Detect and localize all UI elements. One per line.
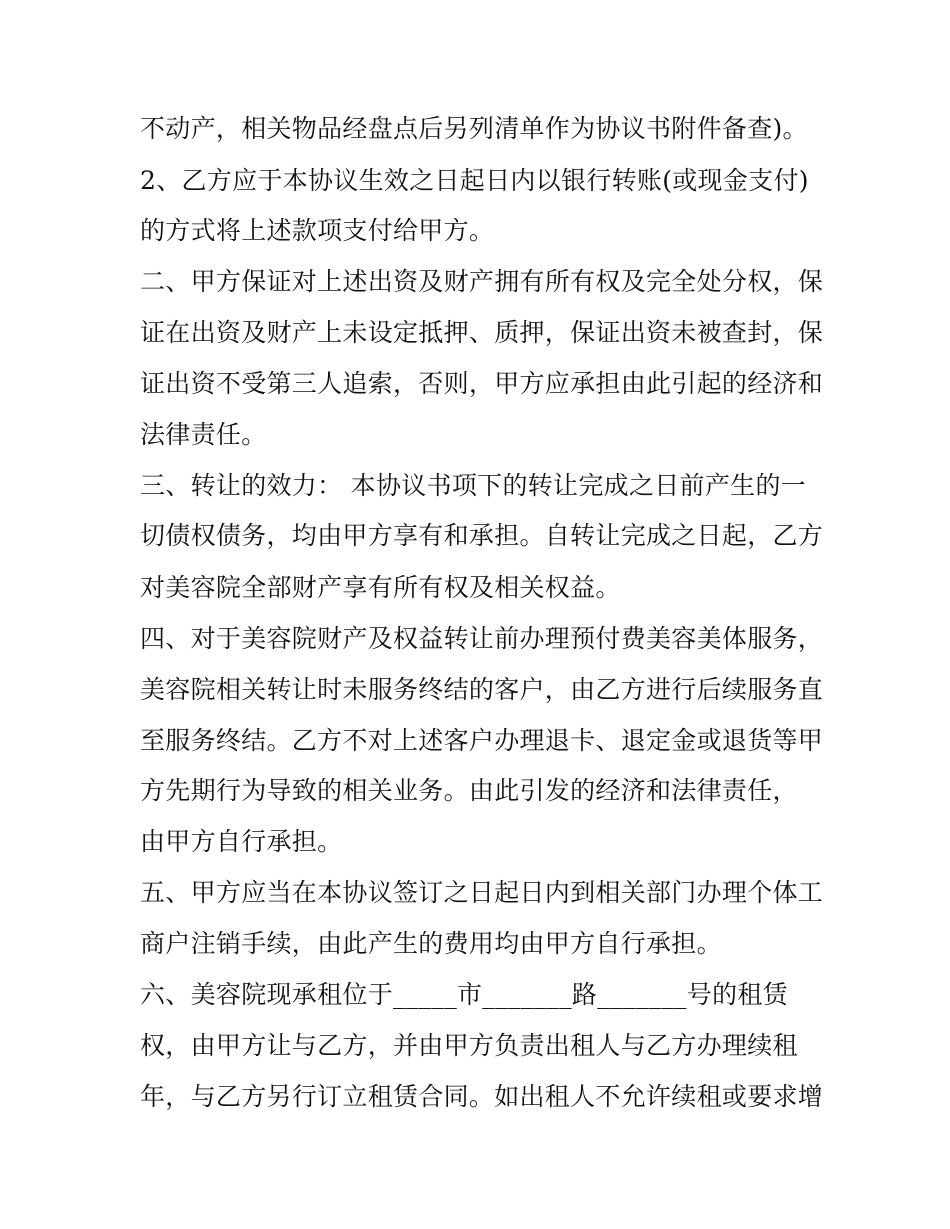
text-line: 的方式将上述款项支付给甲方。 — [140, 216, 495, 245]
text-line: 年，与乙方另行订立租赁合同。如出租人不允许续租或要求增 — [140, 1082, 824, 1111]
text-line: 美容院相关转让时未服务终结的客户，由乙方进行后续服务直 — [140, 675, 824, 704]
text-line: 六、美容院现承租位于_____市_______路_______号的租赁 — [140, 980, 789, 1009]
text-line: 对美容院全部财产享有所有权及相关权益。 — [140, 573, 621, 602]
text-line: 方先期行为导致的相关业务。由此引发的经济和法律责任， — [140, 776, 798, 805]
text-line: 2、乙方应于本协议生效之日起日内以银行转账(或现金支付) — [140, 166, 809, 195]
text-line: 五、甲方应当在本协议签订之日起日内到相关部门办理个体工 — [140, 878, 824, 907]
text-line: 至服务终结。乙方不对上述客户办理退卡、退定金或退货等甲 — [140, 726, 824, 755]
text-line: 权，由甲方让与乙方，并由甲方负责出租人与乙方办理续租 — [140, 1031, 798, 1060]
text-line: 四、对于美容院财产及权益转让前办理预付费美容美体服务， — [140, 624, 824, 653]
text-line: 不动产，相关物品经盘点后另列清单作为协议书附件备查)。 — [140, 114, 808, 143]
text-line: 证在出资及财产上未设定抵押、质押，保证出资未被查封，保 — [140, 318, 824, 347]
text-line: 切债权债务，均由甲方享有和承担。自转让完成之日起，乙方 — [140, 521, 824, 550]
text-line: 由甲方自行承担。 — [140, 827, 343, 856]
text-line: 法律责任。 — [140, 420, 267, 449]
text-line: 三、转让的效力： 本协议书项下的转让完成之日前产生的一 — [140, 471, 807, 500]
text-line: 证出资不受第三人追索，否则，甲方应承担由此引起的经济和 — [140, 369, 824, 398]
text-line: 商户注销手续，由此产生的费用均由甲方自行承担。 — [140, 929, 722, 958]
text-line: 二、甲方保证对上述出资及财产拥有所有权及完全处分权，保 — [140, 267, 824, 296]
